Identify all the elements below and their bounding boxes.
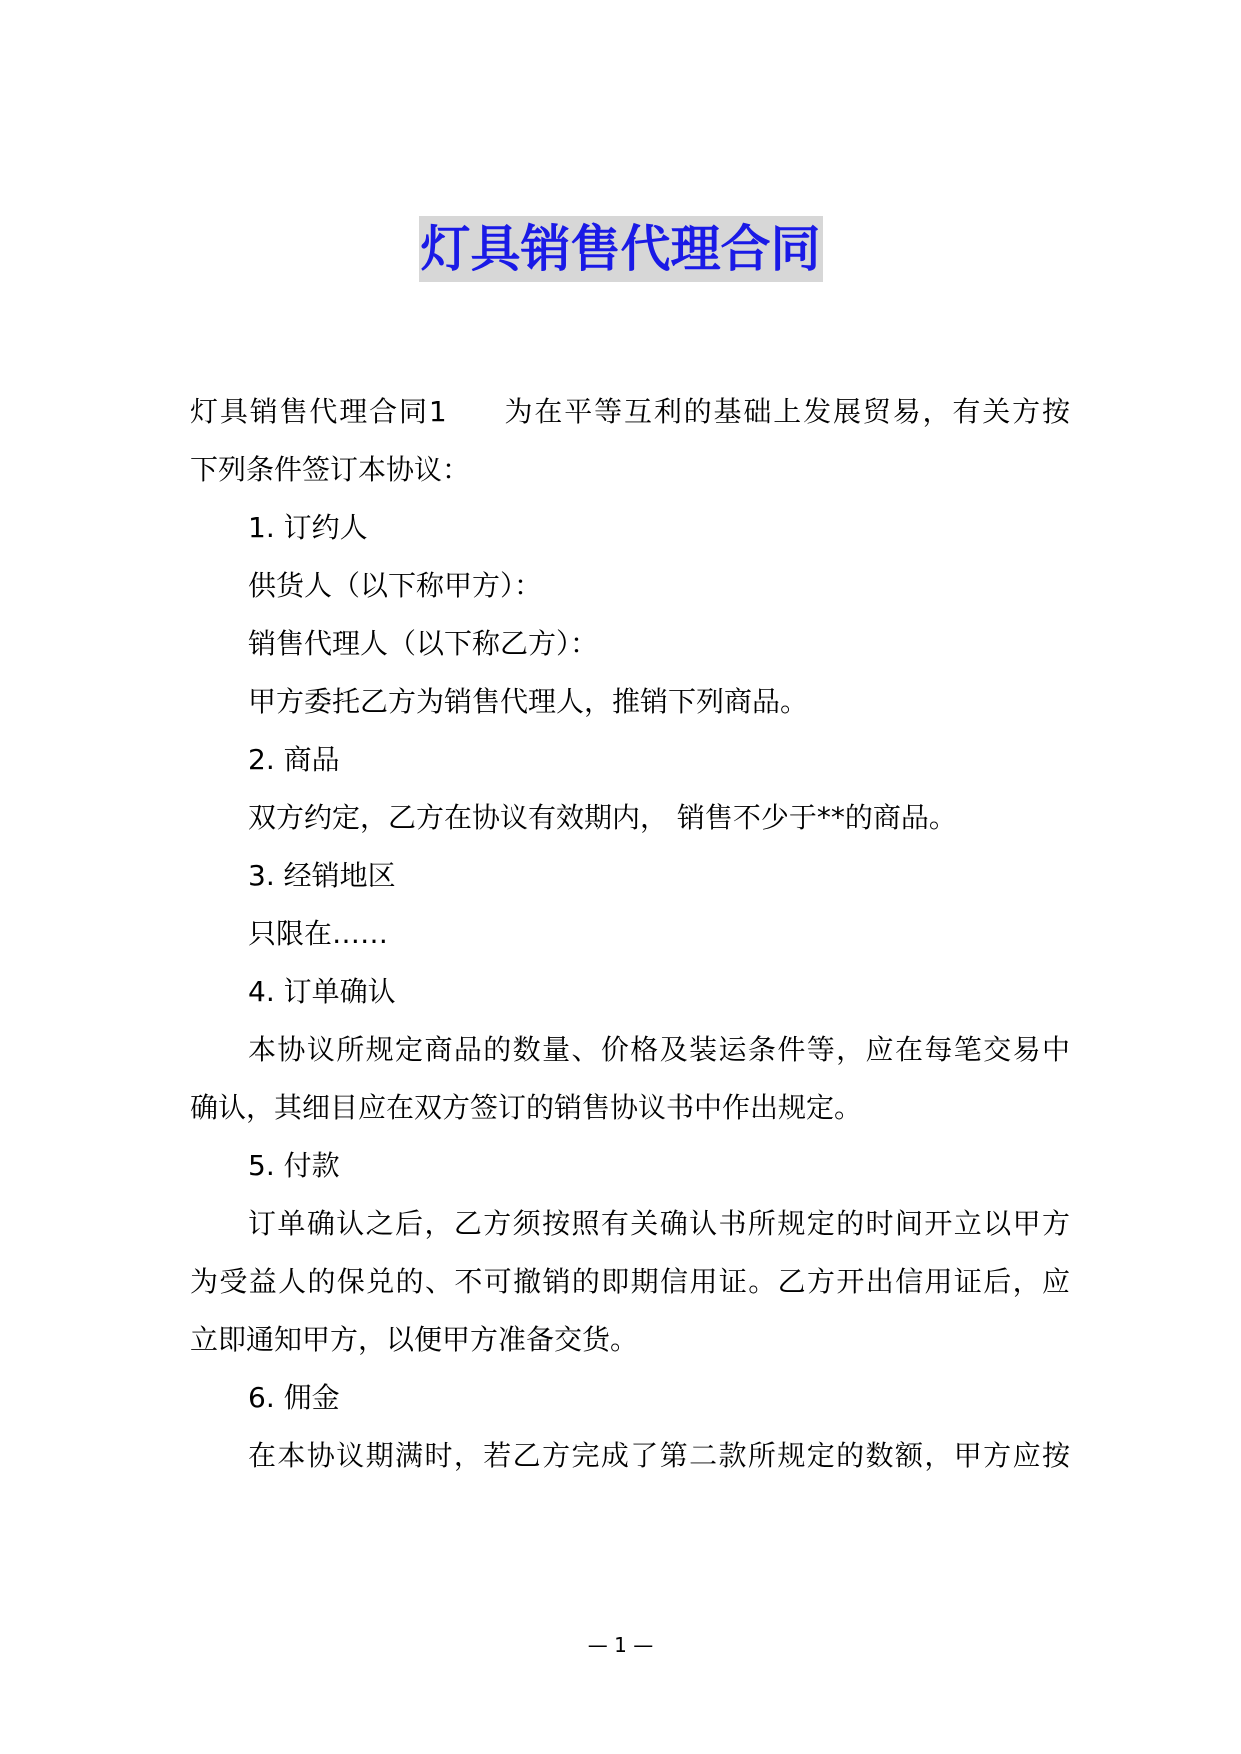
intro-line-1 [190,392,1070,432]
agent-line: 销售代理人（以下称乙方）： [248,627,599,660]
section-2-text: 双方约定，乙方在协议有效期内， 销售不少于**的商品。 [248,801,957,834]
intro-heading: 灯具销售代理合同1 [190,395,447,428]
title-container [0,216,1241,282]
section-6-heading: 6. 佣金 [248,1381,340,1414]
section-1-heading: 1. 订约人 [248,511,368,544]
intro-text-1: 为在平等互利的基础上发展贸易，有关方按 [502,395,1070,428]
intro-line-2: 下列条件签订本协议： [190,453,471,486]
section-5-line-3: 立即通知甲方，以便甲方准备交货。 [190,1323,639,1356]
page-number: — 1 — [587,1633,654,1657]
section-5-line-1: 订单确认之后，乙方须按照有关确认书所规定的时间开立以甲方 [248,1207,1070,1240]
section-5-heading: 5. 付款 [248,1149,340,1182]
section-6-line-1: 在本协议期满时，若乙方完成了第二款所规定的数额，甲方应按 [248,1439,1070,1472]
section-3-heading: 3. 经销地区 [248,859,396,892]
section-1-text: 甲方委托乙方为销售代理人，推销下列商品。 [248,685,809,718]
section-4-line-2: 确认，其细目应在双方签订的销售协议书中作出规定。 [190,1091,863,1124]
section-4-line-1: 本协议所规定商品的数量、价格及装运条件等，应在每笔交易中 [248,1033,1070,1066]
section-2-heading: 2. 商品 [248,743,340,776]
supplier-line: 供货人（以下称甲方）： [248,569,543,602]
document-title: 灯具销售代理合同 [419,216,823,282]
section-5-line-2: 为受益人的保兑的、不可撤销的即期信用证。乙方开出信用证后，应 [190,1265,1070,1298]
section-3-text: 只限在…… [248,917,389,950]
section-4-heading: 4. 订单确认 [248,975,396,1008]
